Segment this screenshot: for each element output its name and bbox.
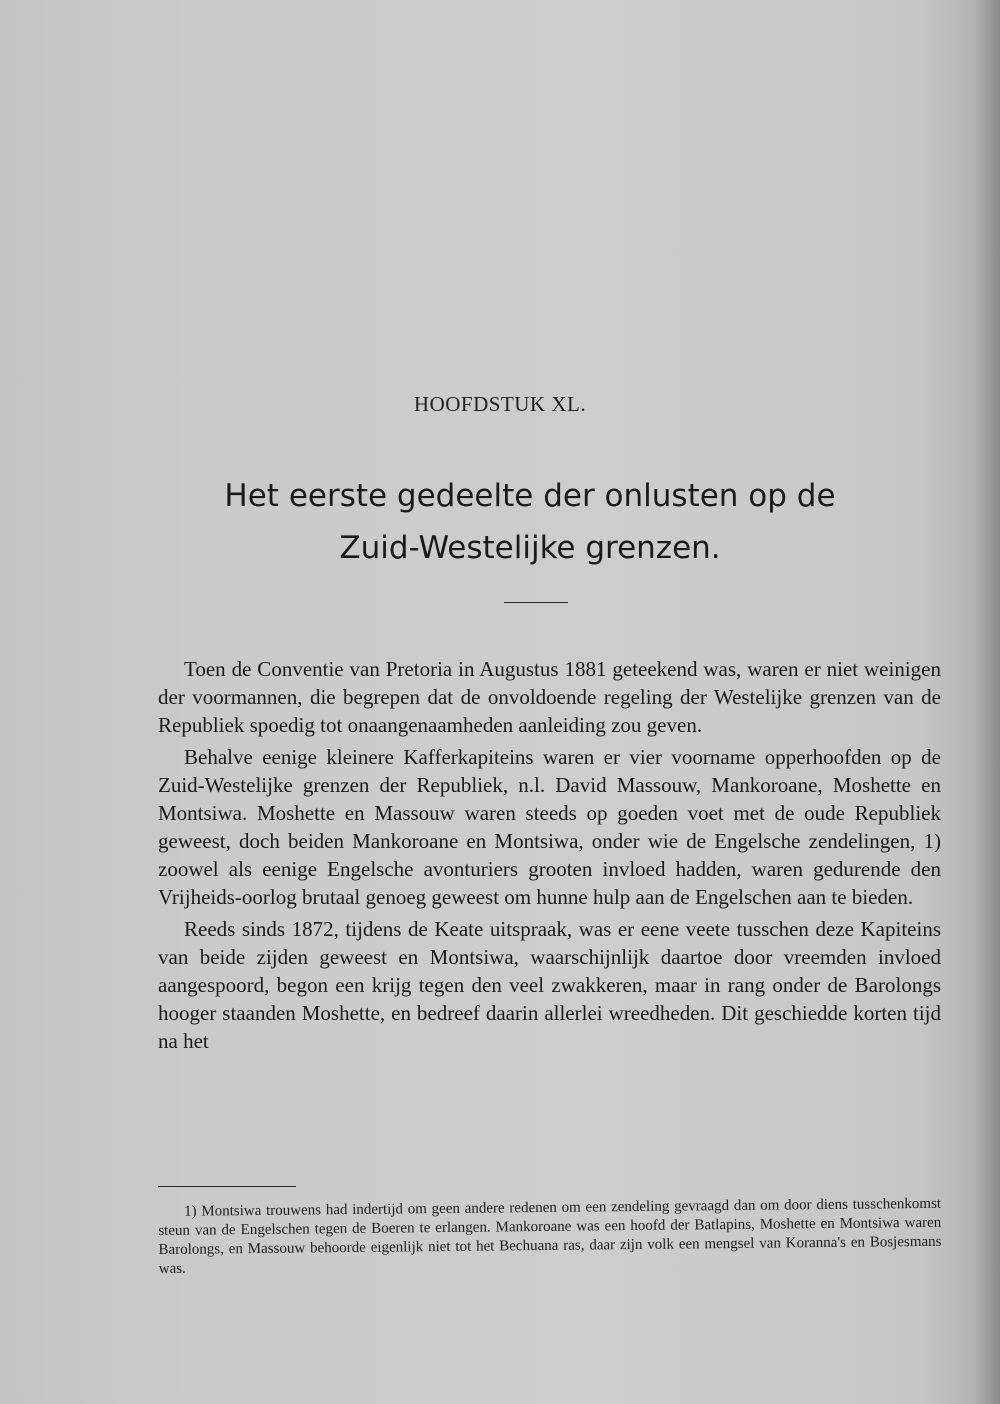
footnote-text: 1) Montsiwa trouwens had indertijd om geen andere redenen om een zendeling gevraagd dan om door diens tusschenkomst steun van de Engelschen tegen de Boeren te erlangen. Mankoroane was een hoofd der Batlapins, Moshette en Montsiwa waren Barolongs, en Massouw behoorde eigenlijk niet tot het Bechuana ras, daar zijn volk een mengsel van Koranna's en Bosjesmans was.	[158, 1195, 942, 1277]
chapter-heading: HOOFDSTUK XL.	[413, 392, 587, 416]
paragraph: Toen de Conventie van Pretoria in Augustus 1881 geteekend was, waren er niet weinigen der voormannen, die begrepen dat de onvoldoende regeling der Westelijke grenzen van de Republiek spoedig tot onaangenaamheden aanleiding zou geven.	[158, 657, 941, 737]
chapter-title	[180, 470, 880, 574]
chapter-title-line-1: Het eerste gedeelte der onlusten op de	[224, 478, 836, 514]
binding-shadow	[974, 0, 1000, 1404]
chapter-title-line-2: Zuid-Westelijke grenzen.	[339, 530, 721, 566]
footnote	[158, 1195, 942, 1279]
paragraph: Reeds sinds 1872, tijdens de Keate uitspraak, was er eene veete tusschen deze Kapiteins van beide zijden geweest en Montsiwa, waarschijnlijk daartoe door vreemden invloed aangespoord, begon een krijg tegen den veel zwakkeren, maar in rang onder de Barolongs hooger staanden Moshette, en bedreef daarin allerlei wreedheden. Dit geschiedde korten tijd na het	[158, 917, 941, 1053]
footnote-divider	[158, 1186, 296, 1187]
title-divider	[504, 602, 568, 603]
paragraph: Behalve eenige kleinere Kafferkapiteins waren er vier voorname opperhoofden op de Zuid-Westelijke grenzen der Republiek, n.l. David Massouw, Mankoroane, Moshette en Montsiwa. Moshette en Massouw waren steeds op goeden voet met de oude Republiek geweest, doch beiden Mankoroane en Montsiwa, onder wie de Engelsche zendelingen, 1) zoowel als eenige Engelsche avonturiers grooten invloed hadden, waren gedurende den Vrijheids-oorlog brutaal genoeg geweest om hunne hulp aan de Engelschen aan te bieden.	[158, 745, 941, 909]
body-text	[158, 655, 941, 1059]
